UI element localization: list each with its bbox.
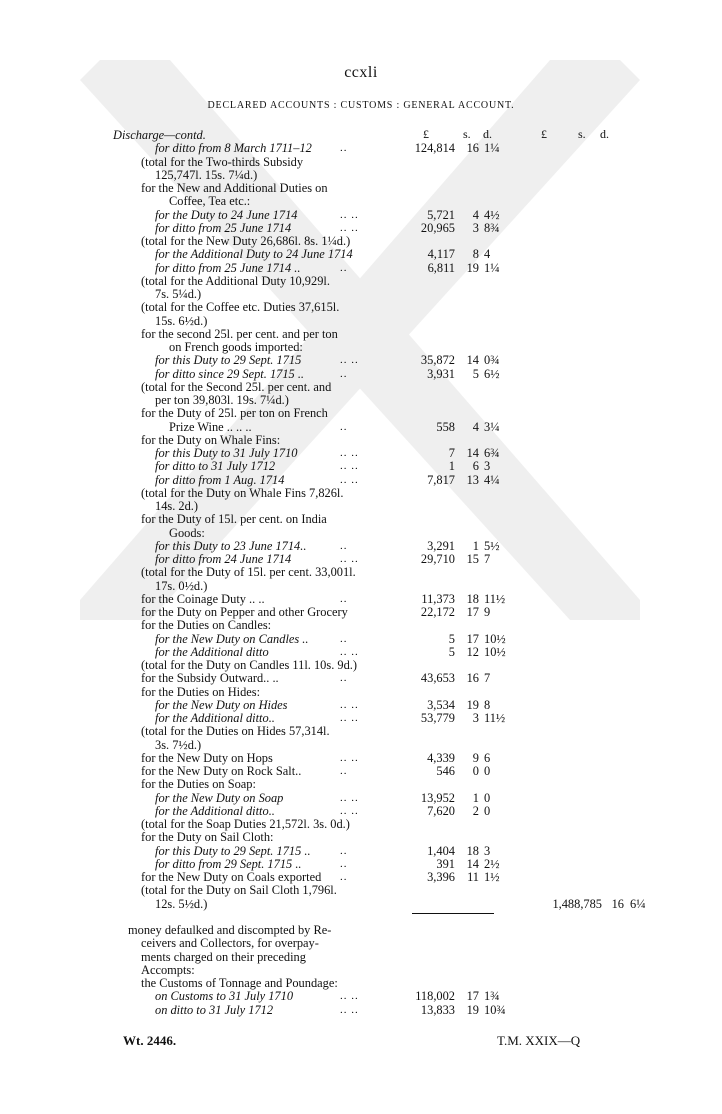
amount-pence: 8¾ — [484, 220, 500, 235]
line-text: ceivers and Collectors, for overpay- — [141, 936, 319, 951]
line-text: for the Duties on Hides: — [141, 684, 261, 699]
leader-dots: .. .. — [340, 460, 359, 473]
footer-right: T.M. XXIX—Q — [497, 1033, 581, 1048]
leader-dots: .. .. — [340, 1003, 359, 1016]
amount-pence: 1¼ — [484, 141, 500, 156]
amount-pence: 6½ — [484, 366, 500, 381]
amount-pence: 10½ — [484, 631, 506, 646]
line-text: per ton 39,803l. 19s. 7¼d.) — [155, 393, 289, 407]
line-text: 12s. 5½d.) — [155, 896, 208, 911]
line-text: for the Additional Duty to 24 June 1714 — [155, 247, 353, 262]
amount-pence: 0¾ — [484, 353, 500, 368]
leader-dots: .. — [340, 592, 348, 605]
amount-pence: 1¼ — [484, 260, 500, 275]
amount-pence: 0 — [484, 803, 491, 818]
line-text: for ditto since 29 Sept. 1715 .. — [155, 366, 305, 381]
line-text: for the second 25l. per cent. and per ton — [141, 326, 338, 341]
amount-shillings: 12 — [466, 644, 479, 659]
amount-shillings: 11 — [467, 870, 479, 884]
line-text: for the New Duty on Candles .. — [155, 631, 309, 646]
amount-pounds: 22,172 — [420, 605, 455, 619]
amount-pounds: 1,404 — [427, 843, 455, 858]
amount-shillings: 14 — [466, 446, 479, 460]
amount-shillings: 19 — [466, 697, 479, 712]
col-header-pounds: £ — [423, 127, 429, 141]
amount-pence: 0 — [484, 790, 491, 805]
amount-shillings: 17 — [466, 989, 479, 1004]
line-text: for the Additional ditto.. — [155, 803, 275, 818]
amount-shillings: 13 — [466, 472, 479, 487]
amount-pounds: 7,620 — [427, 803, 455, 818]
leader-dots: .. .. — [340, 447, 359, 459]
leader-dots: .. — [340, 765, 348, 777]
amount-pence: 1½ — [484, 870, 500, 884]
line-text: (total for the Additional Duty 10,929l. — [141, 273, 330, 288]
amount-pence: 5½ — [484, 538, 500, 553]
line-text: for ditto from 8 March 1711–12 — [155, 141, 312, 156]
amount-shillings: 2 — [472, 803, 479, 818]
line-text: for this Duty to 31 July 1710 — [155, 446, 298, 460]
amount-pounds: 20,965 — [420, 220, 455, 235]
amount-shillings: 17 — [466, 631, 479, 646]
leader-dots: .. .. — [340, 354, 359, 367]
leader-dots: .. — [340, 632, 348, 645]
line-text: ments charged on their preceding — [141, 949, 306, 964]
line-text: for this Duty to 23 June 1714.. — [155, 538, 307, 553]
line-text: for the Duty on Pepper and other Grocery — [141, 605, 348, 619]
amount-shillings: 19 — [466, 260, 479, 275]
line-text: for the Duty to 24 June 1714 — [155, 207, 298, 222]
line-text: for the Coinage Duty .. .. — [141, 591, 265, 606]
leader-dots: .. — [340, 844, 348, 857]
running-header: DECLARED ACCOUNTS : CUSTOMS : GENERAL ACCOUNT. — [207, 100, 515, 111]
leader-dots: .. .. — [340, 221, 359, 234]
line-text: for the New Duty on Hides — [155, 697, 288, 712]
amount-shillings: 0 — [472, 764, 479, 778]
line-text: on ditto to 31 July 1712 — [155, 1002, 274, 1017]
leader-dots: .. .. — [340, 712, 359, 724]
total-pence: 6¼ — [630, 896, 646, 911]
line-text: Accompts: — [141, 962, 195, 977]
amount-pounds: 13,833 — [420, 1002, 455, 1017]
amount-pounds: 118,002 — [415, 989, 455, 1004]
leader-dots: .. .. — [340, 791, 359, 804]
line-text: for this Duty to 29 Sept. 1715 — [155, 353, 302, 368]
amount-pounds: 3,291 — [427, 538, 455, 553]
amount-shillings: 15 — [466, 552, 479, 566]
line-text: for the New Duty on Soap — [155, 790, 284, 805]
amount-pounds: 35,872 — [420, 353, 455, 368]
line-text: 15s. 6½d.) — [155, 313, 208, 328]
line-text: (total for the Duty on Sail Cloth 1,796l. — [141, 883, 337, 898]
leader-dots: .. — [340, 142, 348, 155]
line-text: Coffee, Tea etc.: — [169, 194, 251, 209]
line-text: for the Duties on Soap: — [141, 777, 256, 792]
line-text: for the Duty of 25l. per ton on French — [141, 406, 328, 421]
amount-pounds: 558 — [436, 419, 455, 434]
amount-pounds: 3,396 — [427, 870, 455, 884]
line-text: Discharge—contd. — [113, 128, 206, 142]
leader-dots: .. .. — [340, 208, 359, 221]
leader-dots: .. .. — [340, 990, 359, 1003]
amount-pounds: 5 — [448, 644, 455, 659]
amount-pence: 10¾ — [484, 1002, 506, 1017]
leader-dots: .. — [340, 672, 348, 685]
line-text: (total for the Duty on Whale Fins 7,826l. — [141, 485, 344, 500]
amount-pence: 3¼ — [484, 419, 500, 434]
amount-pence: 6 — [484, 750, 491, 765]
line-text: (total for the Two-thirds Subsidy — [141, 154, 304, 169]
total-shillings: 16 — [611, 896, 624, 911]
line-text: 14s. 2d.) — [155, 499, 199, 513]
line-text: for the Duties on Candles: — [141, 618, 272, 633]
leader-dots: .. — [340, 857, 348, 870]
amount-pounds: 43,653 — [420, 671, 455, 686]
amount-pounds: 124,814 — [414, 141, 455, 156]
amount-pence: 7 — [484, 671, 491, 686]
leader-dots: .. .. — [340, 553, 359, 565]
amount-pounds: 7 — [448, 446, 455, 460]
amount-pence: 7 — [484, 552, 491, 566]
amount-pence: 10½ — [484, 644, 506, 659]
amount-pounds: 3,931 — [427, 366, 455, 381]
line-text: (total for the Duties on Hides 57,314l. — [141, 724, 330, 739]
account-line — [0, 1002, 722, 1018]
amount-pounds: 1 — [448, 459, 455, 474]
amount-pounds: 6,811 — [427, 260, 455, 275]
amount-shillings: 18 — [466, 843, 479, 858]
col-header-pence: d. — [483, 127, 492, 141]
line-text: for ditto from 25 June 1714 — [155, 220, 292, 235]
amount-shillings: 9 — [472, 750, 479, 765]
amount-pounds: 5,721 — [427, 207, 455, 222]
col-header-shillings: s. — [463, 127, 471, 141]
amount-pounds: 3,534 — [427, 697, 455, 712]
col-header-pence-total: d. — [600, 127, 609, 141]
line-text: Goods: — [169, 525, 205, 540]
line-text: for ditto from 29 Sept. 1715 .. — [155, 856, 302, 871]
leader-dots: .. — [340, 420, 348, 433]
amount-shillings: 6 — [472, 459, 479, 474]
amount-pence: 11½ — [484, 711, 506, 725]
amount-shillings: 16 — [466, 671, 479, 686]
amount-shillings: 3 — [472, 711, 479, 725]
line-text: (total for the Second 25l. per cent. and — [141, 379, 332, 394]
line-text: for the Duty of 15l. per cent. on India — [141, 512, 327, 527]
amount-pence: 4½ — [484, 207, 500, 222]
amount-pounds: 53,779 — [420, 711, 455, 725]
amount-shillings: 4 — [472, 207, 479, 222]
amount-pence: 0 — [484, 764, 491, 778]
amount-pounds: 5 — [448, 631, 455, 646]
amount-shillings: 1 — [472, 790, 479, 805]
amount-pence: 3 — [484, 459, 491, 474]
line-text: 125,747l. 15s. 7¼d.) — [155, 167, 258, 182]
amount-pounds: 391 — [436, 856, 455, 871]
line-text: (total for the Soap Duties 21,572l. 3s. 0d.) — [141, 817, 350, 831]
amount-pounds: 4,117 — [427, 247, 455, 262]
line-text: Prize Wine .. .. .. — [169, 419, 252, 434]
amount-pence: 4 — [484, 247, 491, 262]
amount-shillings: 17 — [466, 605, 479, 619]
line-text: for the Additional ditto.. — [155, 711, 275, 725]
line-text: for the Duty on Sail Cloth: — [141, 830, 274, 845]
leader-dots: .. .. — [340, 473, 359, 486]
line-text: for the Additional ditto — [155, 644, 269, 659]
line-text: 3s. 7½d.) — [155, 737, 202, 752]
leader-dots: .. .. — [340, 698, 359, 711]
amount-pounds: 7,817 — [427, 472, 455, 487]
line-text: (total for the Coffee etc. Duties 37,615l. — [141, 300, 340, 315]
amount-shillings: 16 — [466, 141, 479, 156]
line-text: (total for the Duty on Candles 11l. 10s. 9d.) — [141, 658, 358, 672]
amount-pence: 1¾ — [484, 989, 500, 1004]
amount-shillings: 4 — [472, 419, 479, 434]
amount-pounds: 29,710 — [420, 552, 455, 566]
total-pounds: 1,488,785 — [552, 896, 602, 911]
line-text: for the New Duty on Rock Salt.. — [141, 764, 302, 778]
total-rule — [412, 913, 494, 914]
leader-dots: .. — [340, 539, 348, 552]
amount-shillings: 3 — [472, 220, 479, 235]
col-header-shillings-total: s. — [578, 127, 586, 141]
line-text: money defaulked and discompted by Re- — [128, 923, 332, 937]
line-text: for ditto from 25 June 1714 .. — [155, 260, 301, 275]
page-number: ccxli — [344, 64, 378, 81]
amount-shillings: 18 — [466, 591, 479, 606]
amount-pence: 11½ — [484, 591, 506, 606]
line-text: 7s. 5¼d.) — [155, 287, 202, 301]
leader-dots: .. .. — [340, 804, 359, 817]
amount-pence: 3 — [484, 843, 491, 858]
leader-dots: .. .. — [340, 645, 359, 658]
amount-pence: 2½ — [484, 856, 500, 871]
line-text: for the New Duty on Hops — [141, 750, 273, 765]
leader-dots: .. — [340, 261, 348, 274]
line-text: for this Duty to 29 Sept. 1715 .. — [155, 843, 311, 858]
amount-shillings: 8 — [472, 247, 479, 262]
leader-dots: .. .. — [340, 751, 359, 764]
amount-shillings: 19 — [466, 1002, 479, 1017]
leader-dots: .. — [340, 367, 348, 380]
amount-pence: 8 — [484, 697, 491, 712]
line-text: on French goods imported: — [169, 340, 303, 354]
leader-dots: .. — [340, 871, 348, 883]
line-text: for the Subsidy Outward.. .. — [141, 671, 279, 686]
amount-shillings: 1 — [472, 538, 479, 553]
line-text: for the Duty on Whale Fins: — [141, 432, 281, 447]
amount-pence: 9 — [484, 605, 491, 619]
line-text: for ditto from 1 Aug. 1714 — [155, 472, 285, 487]
line-text: for the New and Additional Duties on — [141, 181, 328, 195]
amount-shillings: 14 — [466, 353, 479, 368]
amount-pounds: 4,339 — [427, 750, 455, 765]
line-text: for ditto from 24 June 1714 — [155, 552, 292, 566]
line-text: for ditto to 31 July 1712 — [155, 459, 276, 474]
line-text: 17s. 0½d.) — [155, 578, 208, 593]
amount-pounds: 13,952 — [420, 790, 455, 805]
amount-shillings: 5 — [472, 366, 479, 381]
line-text: (total for the New Duty 26,686l. 8s. 1¼d.) — [141, 234, 351, 248]
footer-left: Wt. 2446. — [123, 1033, 177, 1048]
amount-pence: 4¼ — [484, 472, 500, 487]
col-header-pounds-total: £ — [541, 127, 547, 141]
line-text: the Customs of Tonnage and Poundage: — [141, 976, 338, 990]
amount-pence: 6¾ — [484, 446, 500, 460]
line-text: for the New Duty on Coals exported — [141, 870, 322, 884]
line-text: (total for the Duty of 15l. per cent. 33,001l. — [141, 565, 356, 580]
amount-shillings: 14 — [466, 856, 479, 871]
amount-pounds: 546 — [436, 764, 455, 778]
line-text: on Customs to 31 July 1710 — [155, 989, 294, 1004]
amount-pounds: 11,373 — [421, 591, 455, 606]
